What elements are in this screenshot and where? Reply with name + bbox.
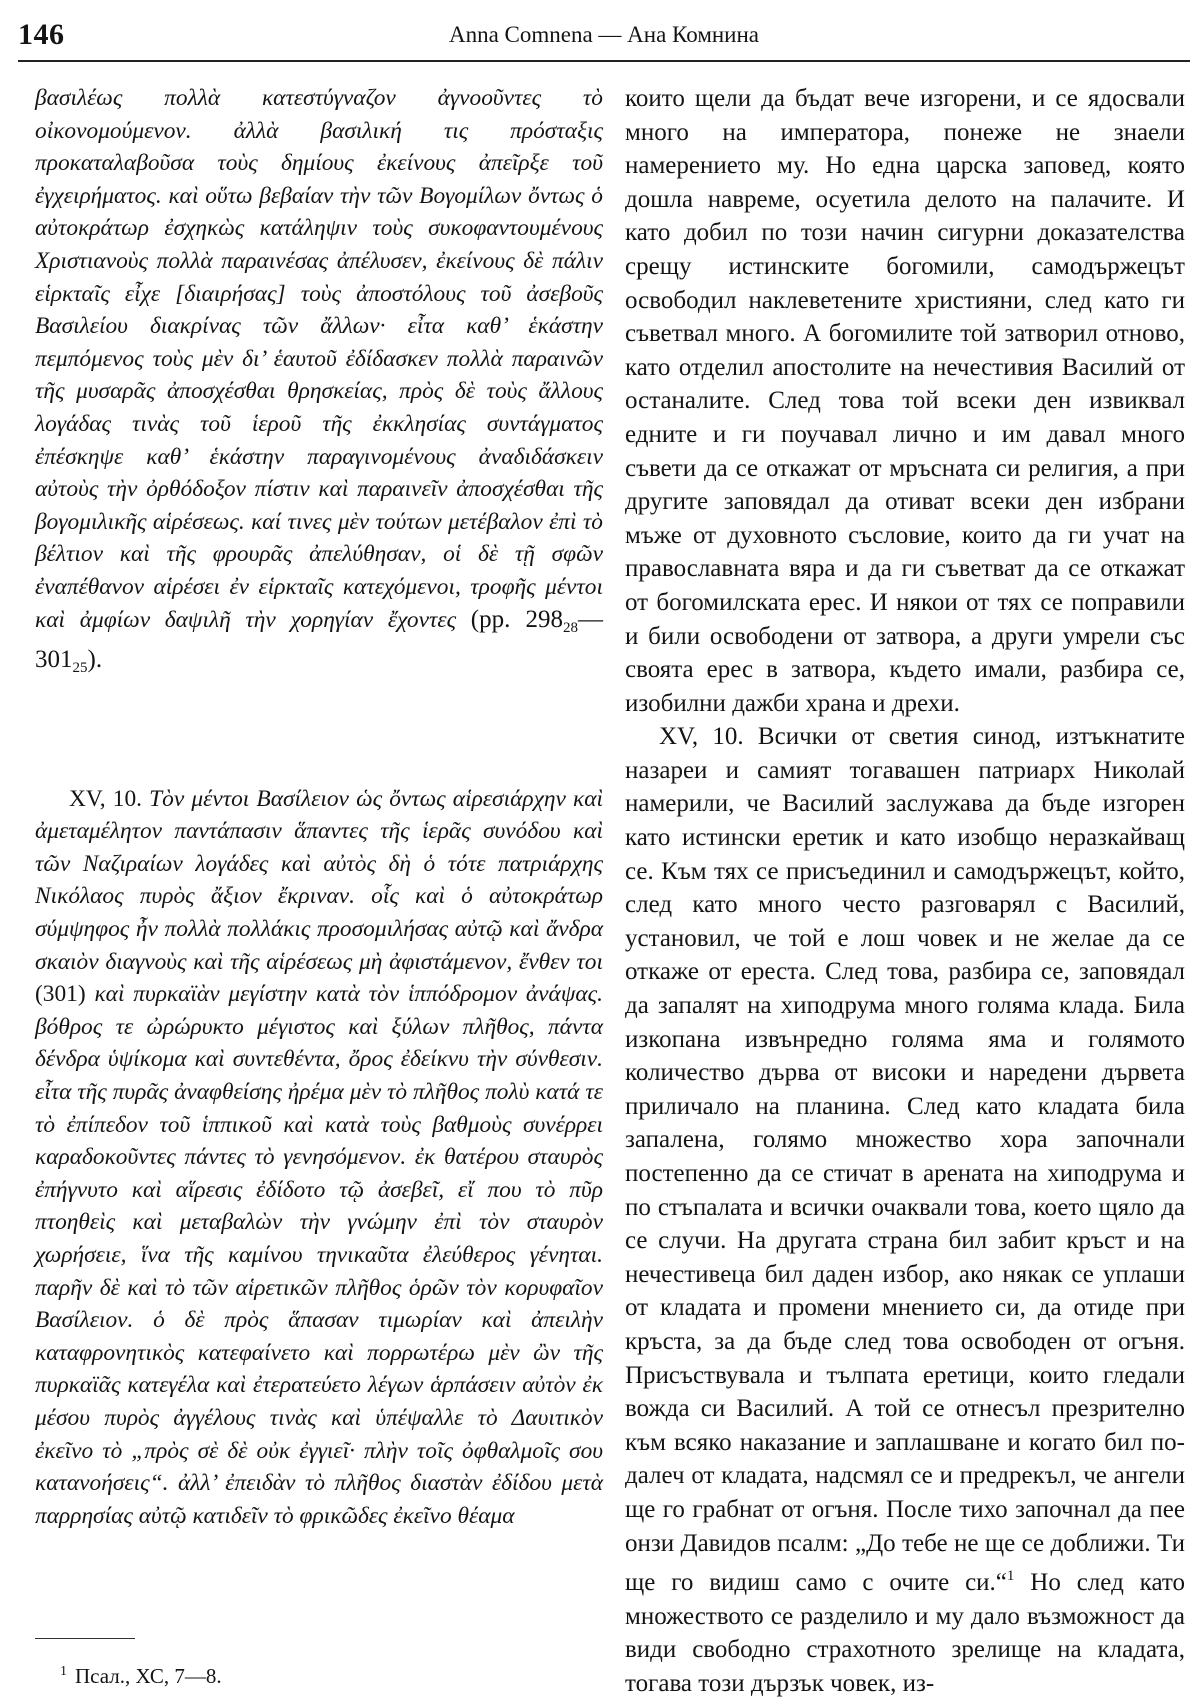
greek-column: [35, 82, 603, 1532]
paragraph-gap: [35, 685, 603, 783]
footnote-marker: 1: [60, 1664, 67, 1679]
header-rule: [18, 60, 1190, 62]
greek-text: βασιλέως πολλὰ κατεστύγναζον ἀγνοοῦντες τὸ οἰκονομούμενον. ἀλλὰ βασιλική τις πρόσταξις προκαταλαβοῦσα τοὺς δημίους ἐκείνους ἀπεῖρξε τοῦ ἐγχειρήματος. καὶ οὕτω βεβαίαν τὴν τῶν Βογομίλων ὄντως ὁ αὐτοκράτωρ ἐσχηκὼς κατάληψιν τοὺς συκοφαντουμένους Χριστιανοὺς πολλὰ παραινέσας ἀπέλυσεν, ἐκείνους δὲ πάλιν εἱρκταῖς εἶχε [διαιρήσας] τοὺς ἀποστόλους τοῦ ἀσεβοῦς Βασιλείου διακρίνας τῶν ἄλλων· εἶτα καθ’ ἑκάστην πεμπόμενος τοὺς μὲν δι’ ἑαυτοῦ ἐδίδασκεν πολλὰ παραινῶν τῆς μυσαρᾶς ἀποσχέσθαι θρησκείας, πρὸς δὲ τοὺς ἄλλους λογάδας τινὰς τοῦ ἱεροῦ τῆς ἐκκλησίας συντάγματος ἐπέσκηψε καθ’ ἑκάστην παραγινομένους ἀναδιδάσκειν αὐτοὺς τὴν ὀρθόδοξον πίστιν καὶ παραινεῖν ἀποσχέσθαι τῆς βογομιλικῆς αἱρέσεως. καί τινες μὲν τούτων μετέβαλον ἐπὶ τὸ βέλτιον καὶ τῆς φρουρᾶς ἀπελύθησαν, οἱ δὲ τῇ σφῶν ἐναπέθανον αἱρέσει ἐν εἱρκταῖς κατεχόμενοι, τροφῆς μέντοι καὶ ἀμφίων δαψιλῆ τὴν χορηγίαν ἔχοντες: [35, 85, 603, 633]
footnote-rule: [35, 1638, 135, 1639]
page-number: 146: [18, 18, 65, 51]
section-number: XV, 10.: [69, 785, 142, 812]
footnote: [60, 1664, 222, 1689]
page-reference: (pp. $298_{28}—$ $301_{25}$).: [35, 605, 603, 677]
greek-paragraph: [35, 82, 603, 685]
bulgarian-text: XV, 10. Всички от светия синод, изтъкнатите назареи и самият тогавашен патриарх Николай намерили, че Василий заслужава да бъде изгорен като истински еретик и като изобщо неразкайващ се. Към тях се присъединил и самодържецът, който, след като много често разговарял с Василий, установил, че той е лош човек и не желае да се откаже от ереста. След това, разбира се, заповядал да запалят на хиподрума много голяма клада. Била изкопана извънредно голяма яма и голямото количество дърва от високи и наредени дървета приличало на планина. След като кладата била запалена, голямо множество хора започнали постепенно да се стичат в арената на хиподрума и по стъпалата и всички очаквали това, което щяло да се случи. На другата страна бил забит кръст и на нечестивеца бил даден избор, ако някак се уплаши от кладата и промени мнението си, да отиде при кръста, за да бъде след това освободен от огъня. Присъствувала и тълпата еретици, които гледали вожда си Василий. А той се отнесъл презрително към всяко наказание и заплашване и когато бил по-далеч от кладата, надсмял се и предрекъл, че ангели ще го грабнат от огъня. После тихо започнал да пее онзи Давидов псалм: „До тебе не ще се доближи. Ти ще го видиш само с очите си.“: [625, 723, 1185, 1597]
page-header: [18, 16, 1190, 56]
bulgarian-paragraph: [625, 720, 1185, 1700]
footnote-text: Псал., ХС, 7—8.: [75, 1664, 222, 1688]
bulgarian-text: Но след като множеството се разделило и му дало възможност да види свободно страхотното зрелище на кладата, тогава този дързък човек, из-: [625, 1569, 1185, 1697]
greek-text: καὶ πυρκαϊὰν μεγίστην κατὰ τὸν ἱππόδρομον ἀνάψας. βόθρος τε ὠρώρυκτο μέγιστος καὶ ξύλων πλῆθος, πάντα δένδρα ὑψίκομα καὶ συντεθέντα, ὄρος ἐδείκνυ τὴν σύνθεσιν. εἶτα τῆς πυρᾶς ἀναφθείσης ἠρέμα μὲν τὸ πλῆθος πολὺ κατά τε τὸ ἐπίπεδον τοῦ ἱππικοῦ καὶ κατὰ τοὺς βαθμοὺς συνέρρει καραδοκοῦντες πάντες τὸ γενησόμενον. ἐκ θατέρου σταυρὸς ἐπήγνυτο καὶ αἵρεσις ἐδίδοτο τῷ ἀσεβεῖ, εἴ που τὸ πῦρ πτοηθεὶς καὶ μεταβαλὼν τὴν γνώμην ἐπὶ τὸν σταυρὸν χωρήσειε, ἵνα τῆς καμίνου τηνικαῦτα ἐλεύθερος γένηται. παρῆν δὲ καὶ τὸ τῶν αἱρετικῶν πλῆθος ὁρῶν τὸν κορυφαῖον Βασίλειον. ὁ δὲ πρὸς ἅπασαν τιμωρίαν καὶ ἀπειλὴν καταφρονητικὸς κατεφαίνετο καὶ πορρωτέρω μὲν ὢν τῆς πυρκαϊᾶς κατεγέλα καὶ ἐτερατεύετο λέγων ἁρπάσειν αὐτὸν ἐκ μέσου πυρὸς ἀγγέλους τινὰς καὶ ὑπέψαλλε τὸ Δαυιτικὸν ἐκεῖνο τὸ „πρὸς σὲ δὲ οὐκ ἐγγιεῖ· πλὴν τοῖς ὀφθαλμοῖς σου κατανοήσεις“. ἀλλ’ ἐπειδὰν τὸ πλῆθος διαστὰν ἐδίδου μετὰ παρρησίας αὐτῷ κατιδεῖν τὸ φρικῶδες ἐκεῖνο θέαμα: [35, 981, 603, 1529]
page-marker: (301): [35, 981, 86, 1008]
footnote-reference: 1: [1006, 1568, 1015, 1585]
bulgarian-column: [625, 82, 1185, 1701]
running-head: Anna Comnena — Ана Комнина: [448, 22, 760, 47]
greek-text: Τὸν μέντοι Βασίλειον ὡς ὄντως αἱρεσιάρχην καὶ ἀμεταμέλητον παντάπασιν ἅπαντες τῆς ἱερᾶς συνόδου καὶ τῶν Ναζιραίων λογάδες καὶ αὐτὸς δὴ ὁ τότε πατριάρχης Νικόλαος πυρὸς ἄξιον ἔκριναν. οἷς καὶ ὁ αὐτοκράτωρ σύμψηφος ἦν πολλὰ πολλάκις προσομιλήσας αὐτῷ καὶ ἄνδρα σκαιὸν διαγνοὺς καὶ τῆς αἱρέσεως μὴ ἀφιστάμενον, ἔνθεν τοι: [35, 785, 603, 975]
bulgarian-paragraph: които щели да бъдат вече изгорени, и се ядосвали много на императора, понеже не знаели намерението му. Но една царска заповед, която дошла навреме, осуетила делото на палачите. И като добил по този начин сигурни доказателства срещу истинските богомили, самодържецът освободил наклеветените християни, след като ги съветвал много. А богомилите той затворил отново, като отделил апостолите на нечестивия Василий от останалите. След това той всеки ден извиквал едните и ги поучавал лично и им давал много съвети да се откажат от мръсната си религия, а при другите заповядал да отиват всеки ден избрани мъже от духовното съсловие, които да ги учат на православната вяра и да ги съветват да се откажат от богомилската ерес. И някои от тях се поправили и били освободени от затвора, а други умрели със своята ерес в затвора, където имали, разбира се, изобилни дажби храна и дрехи.: [625, 85, 1185, 717]
greek-paragraph: [35, 783, 603, 1533]
